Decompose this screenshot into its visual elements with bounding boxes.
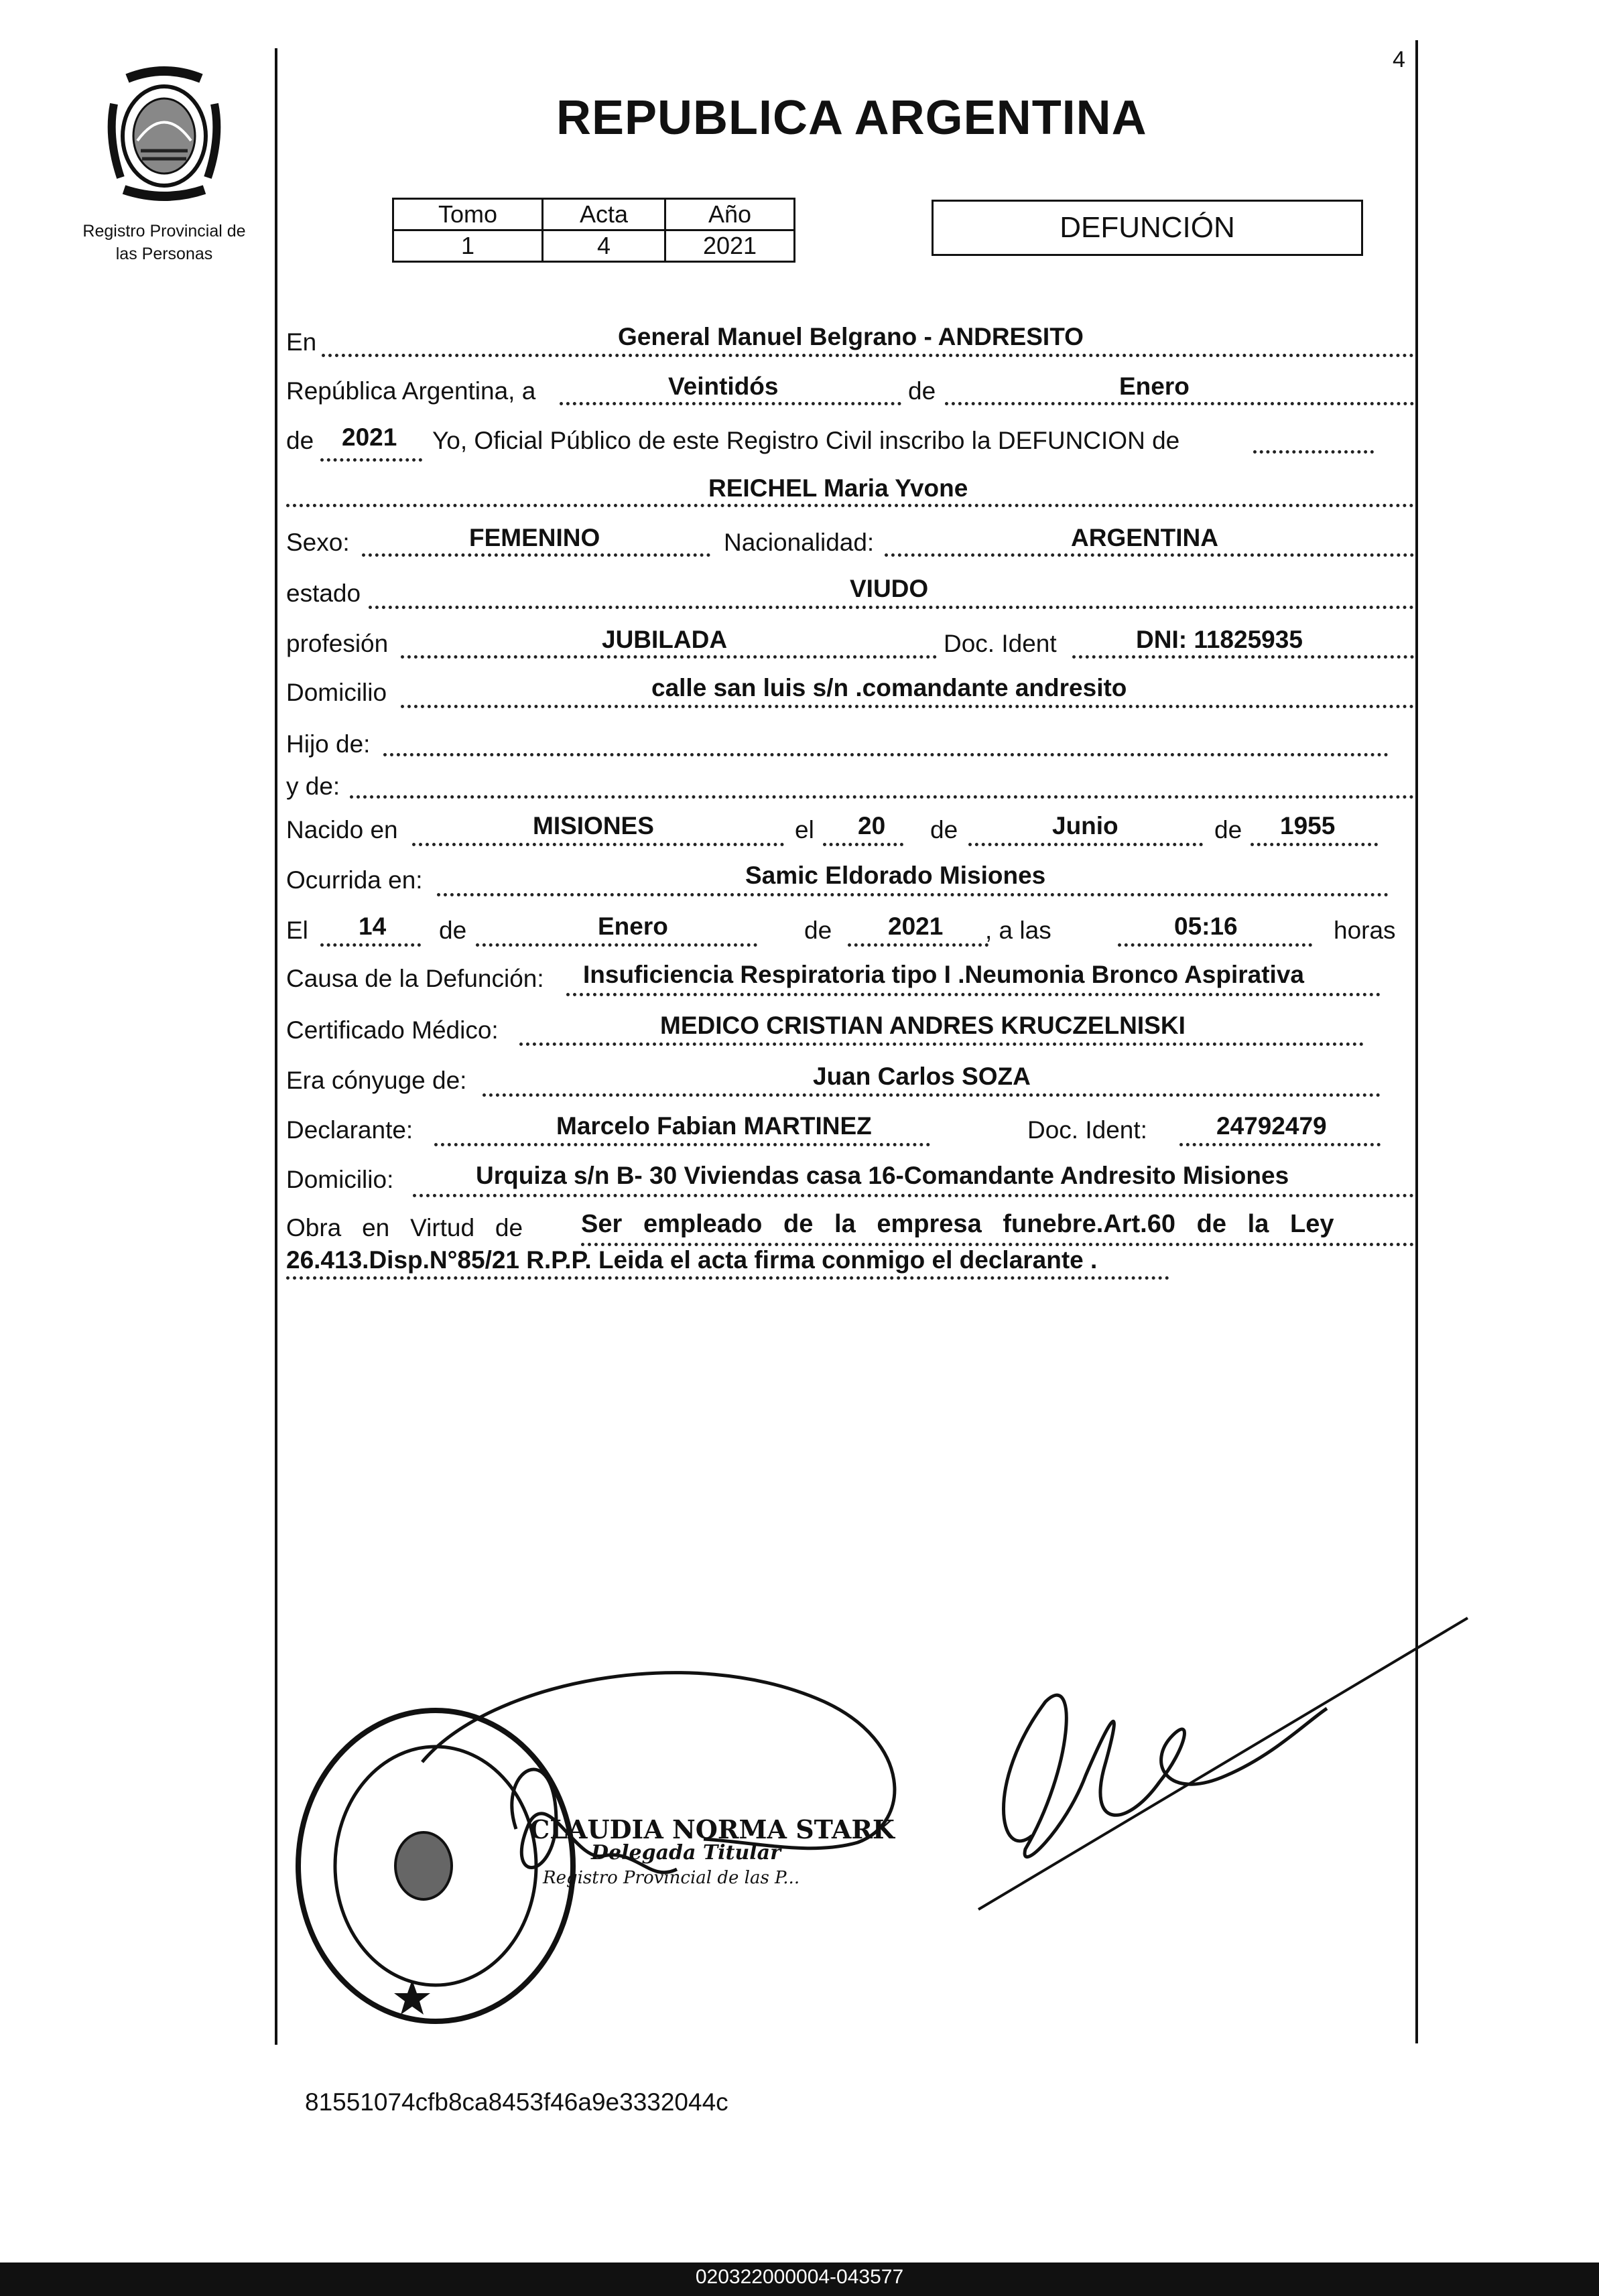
decl-dom-value: Urquiza s/n B- 30 Viviendas casa 16-Comandante Andresito Misiones [476,1162,1289,1189]
def-hora: 05:16 [1174,913,1238,940]
def-de-label: de [439,917,467,944]
de2-label: de [286,427,314,454]
ocurrida-label: Ocurrida en: [286,866,423,894]
nacionalidad-label: Nacionalidad: [724,529,875,556]
mes-value: Enero [1119,373,1190,400]
certificado-label: Certificado Médico: [286,1016,499,1044]
doc-label: Doc. Ident [944,630,1057,657]
dotted-line [412,843,784,846]
def-anio: 2021 [888,913,944,940]
decl-doc-value: 24792479 [1216,1112,1327,1140]
nacido-dia: 20 [858,812,886,839]
nacido-de2-label: de [1214,816,1242,843]
dotted-line [945,402,1414,405]
declarante-value: Marcelo Fabian MARTINEZ [556,1112,872,1140]
dotted-line [519,1042,1364,1046]
domicilio-value: calle san luis s/n .comandante andresito [651,674,1127,701]
causa-value: Insuficiencia Respiratoria tipo I .Neumonia Bronco Aspirativa [583,961,1304,988]
provincial-seal-logo [101,64,228,204]
dotted-line [369,606,1414,609]
dotted-line [823,843,903,846]
dotted-line [286,504,1414,507]
registry-line-1: Registro Provincial de [82,222,246,241]
decl-doc-label: Doc. Ident: [1027,1116,1147,1144]
officer-title: Delegada Titular [591,1841,781,1865]
footer-code: 020322000004-043577 [695,2266,904,2288]
acta-value: 4 [543,230,665,262]
alas-label: , a las [985,917,1051,944]
act-type-box: DEFUNCIÓN [932,200,1363,256]
document-title: REPUBLICA ARGENTINA [556,91,1147,145]
left-margin-rule [275,48,277,2045]
dotted-line [286,1276,1169,1280]
dotted-line [560,402,901,405]
sexo-value: FEMENINO [469,524,600,551]
dotted-line [483,1093,1381,1097]
nacionalidad-value: ARGENTINA [1071,524,1218,551]
def-mes: Enero [598,913,668,940]
doc-value: DNI: 11825935 [1136,626,1303,653]
dotted-line [885,553,1414,557]
el-label: el [795,816,814,843]
dia-texto: Veintidós [668,373,779,400]
anio-label: Año [665,199,795,230]
officer-name: CLAUDIA NORMA STARK [529,1814,895,1844]
document-hash: 81551074cfb8ca8453f46a9e3332044c [305,2088,728,2116]
acta-label: Acta [543,199,665,230]
def-dia: 14 [359,913,387,940]
nacido-mes: Junio [1052,812,1118,839]
sexo-label: Sexo: [286,529,350,556]
nacido-label: Nacido en [286,816,398,843]
anio-value: 2021 [342,423,397,451]
dotted-line [848,943,988,947]
dotted-line [566,993,1381,996]
certificado-value: MEDICO CRISTIAN ANDRES KRUCZELNISKI [660,1012,1186,1039]
registry-name [64,220,265,265]
dotted-line [383,753,1389,756]
dotted-line [320,943,421,947]
ocurrida-value: Samic Eldorado Misiones [745,862,1046,889]
dotted-line [1251,843,1378,846]
conyuge-value: Juan Carlos SOZA [813,1063,1031,1090]
dotted-line [968,843,1203,846]
reference-table [392,198,795,263]
dotted-line [322,354,1414,357]
dotted-line [350,795,1414,799]
dotted-line [320,458,422,462]
page-number: 4 [1393,47,1405,72]
nacido-anio: 1955 [1280,812,1336,839]
hijo-label: Hijo de: [286,730,371,758]
conyuge-label: Era cónyuge de: [286,1067,467,1094]
en-label: En [286,328,317,356]
dotted-line [413,1194,1414,1197]
en-value: General Manuel Belgrano - ANDRESITO [618,323,1084,350]
tomo-value: 1 [393,230,543,262]
deceased-name: REICHEL Maria Yvone [708,474,968,502]
profesion-value: JUBILADA [602,626,728,653]
obra-label: Obra en Virtud de [286,1214,523,1241]
tomo-label: Tomo [393,199,543,230]
dotted-line [401,705,1414,708]
dotted-line [437,893,1389,896]
anio-value: 2021 [665,230,795,262]
dotted-line [1118,943,1312,947]
officer-org: Registro Provincial de las P... [543,1868,800,1888]
nacido-de-label: de [930,816,958,843]
nacido-lugar: MISIONES [533,812,654,839]
decl-dom-label: Domicilio: [286,1166,394,1193]
causa-label: Causa de la Defunción: [286,965,544,992]
estado-value: VIUDO [850,575,929,602]
estado-label: estado [286,580,361,607]
el2-label: El [286,917,308,944]
inscription-text: Yo, Oficial Público de este Registro Civil inscribo la DEFUNCION de [432,427,1180,454]
declarante-label: Declarante: [286,1116,413,1144]
dotted-line [1072,655,1414,659]
obra-line-1: Ser empleado de la empresa funebre.Art.60 de la Ley [581,1210,1334,1238]
yde-label: y de: [286,772,340,800]
dotted-line [476,943,757,947]
def-de2-label: de [804,917,832,944]
horas-label: horas [1334,917,1396,944]
dotted-line [401,655,937,659]
obra-line-2: 26.413.Disp.N°85/21 R.P.P. Leida el acta firma conmigo el declarante . [286,1246,1098,1274]
republica-label: República Argentina, a [286,377,536,405]
registry-line-2: las Personas [115,245,213,263]
declarant-signature [972,1608,1474,1916]
de-label: de [908,377,936,405]
dotted-line [362,553,710,557]
dotted-line [1179,1143,1381,1146]
dotted-line [1253,450,1374,454]
profesion-label: profesión [286,630,389,657]
dotted-line [434,1143,930,1146]
domicilio-label: Domicilio [286,679,387,706]
